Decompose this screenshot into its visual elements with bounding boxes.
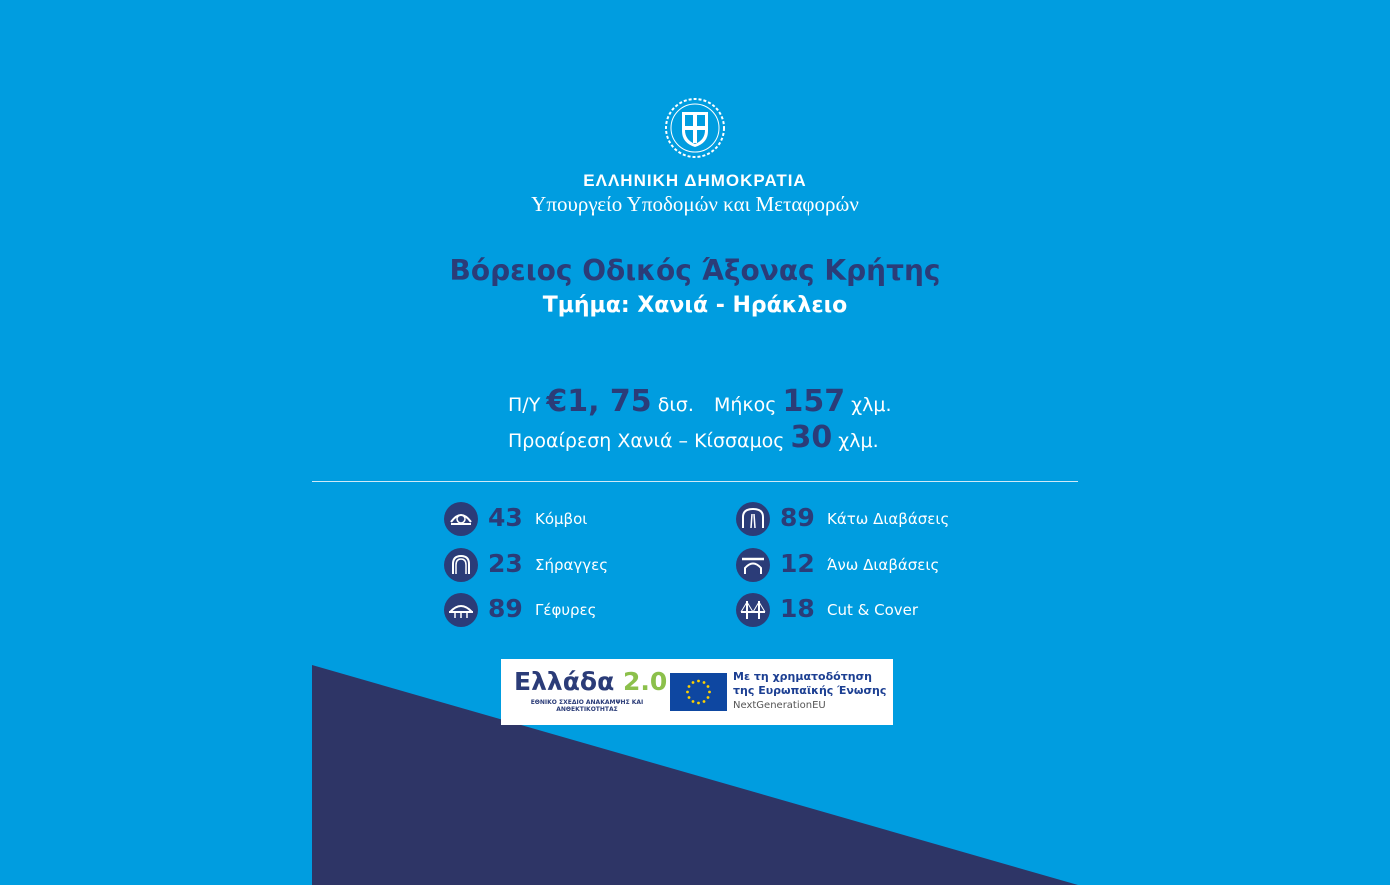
project-title: Βόρειος Οδικός Άξονας Κρήτης: [449, 254, 941, 287]
budget-label: Π/Υ: [508, 394, 541, 416]
eu-flag-icon: [670, 673, 727, 711]
extension-value: 30: [790, 420, 833, 455]
interchange-icon: [444, 502, 478, 536]
feature-label: Γέφυρες: [535, 601, 597, 619]
ministry-heading: Υπουργείο Υποδομών και Μεταφορών: [531, 192, 859, 216]
feature-value: 89: [780, 503, 815, 532]
bridge-icon: [444, 593, 478, 627]
feature-label: Σήραγγες: [535, 556, 609, 574]
project-section: Τμήμα: Χανιά - Ηράκλειο: [542, 293, 848, 318]
budget-stat: [508, 384, 694, 419]
feature-value: 43: [488, 503, 523, 532]
underpass-icon: [736, 502, 770, 536]
length-label: Μήκος: [714, 394, 777, 416]
eu-line-2: της Ευρωπαϊκής Ένωσης: [733, 684, 887, 697]
length-value: 157: [782, 384, 846, 419]
funding-logos: [501, 659, 893, 725]
extension-unit: χλμ.: [838, 430, 879, 452]
divider-line: [312, 481, 1078, 482]
eu-funding-text: [733, 670, 886, 713]
greece-version: 2.0: [622, 667, 668, 696]
greece-word: Ελλάδα: [514, 667, 615, 696]
eu-line-3: NextGenerationEU: [733, 700, 826, 711]
budget-value: €1, 75: [546, 384, 652, 419]
greece-2-logo: [514, 667, 667, 696]
feature-value: 23: [488, 549, 523, 578]
cut-cover-icon: [736, 593, 770, 627]
feature-label: Κόμβοι: [535, 510, 588, 528]
feature-value: 12: [780, 549, 815, 578]
feature-label: Κάτω Διαβάσεις: [827, 510, 950, 528]
feature-value: 18: [780, 594, 815, 623]
length-stat: [714, 384, 892, 419]
extension-label: Προαίρεση Χανιά – Κίσσαμος: [508, 430, 785, 452]
republic-heading: ΕΛΛΗΝΙΚΗ ΔΗΜΟΚΡΑΤΙΑ: [583, 171, 807, 190]
eu-line-1: Με τη χρηματοδότηση: [733, 670, 872, 683]
tunnel-icon: [444, 548, 478, 582]
feature-label: Cut & Cover: [827, 601, 919, 619]
extension-stat: [508, 420, 879, 455]
greece-plan-subtitle: ΕΘΝΙΚΟ ΣΧΕΔΙΟ ΑΝΑΚΑΜΨΗΣ ΚΑΙ ΑΝΘΕΚΤΙΚΟΤΗΤΑΣ: [530, 699, 644, 713]
overpass-icon: [736, 548, 770, 582]
length-unit: χλμ.: [851, 394, 892, 416]
feature-value: 89: [488, 594, 523, 623]
feature-label: Άνω Διαβάσεις: [827, 556, 940, 574]
greek-coat-of-arms-icon: [664, 97, 726, 159]
budget-unit: δισ.: [657, 394, 694, 416]
